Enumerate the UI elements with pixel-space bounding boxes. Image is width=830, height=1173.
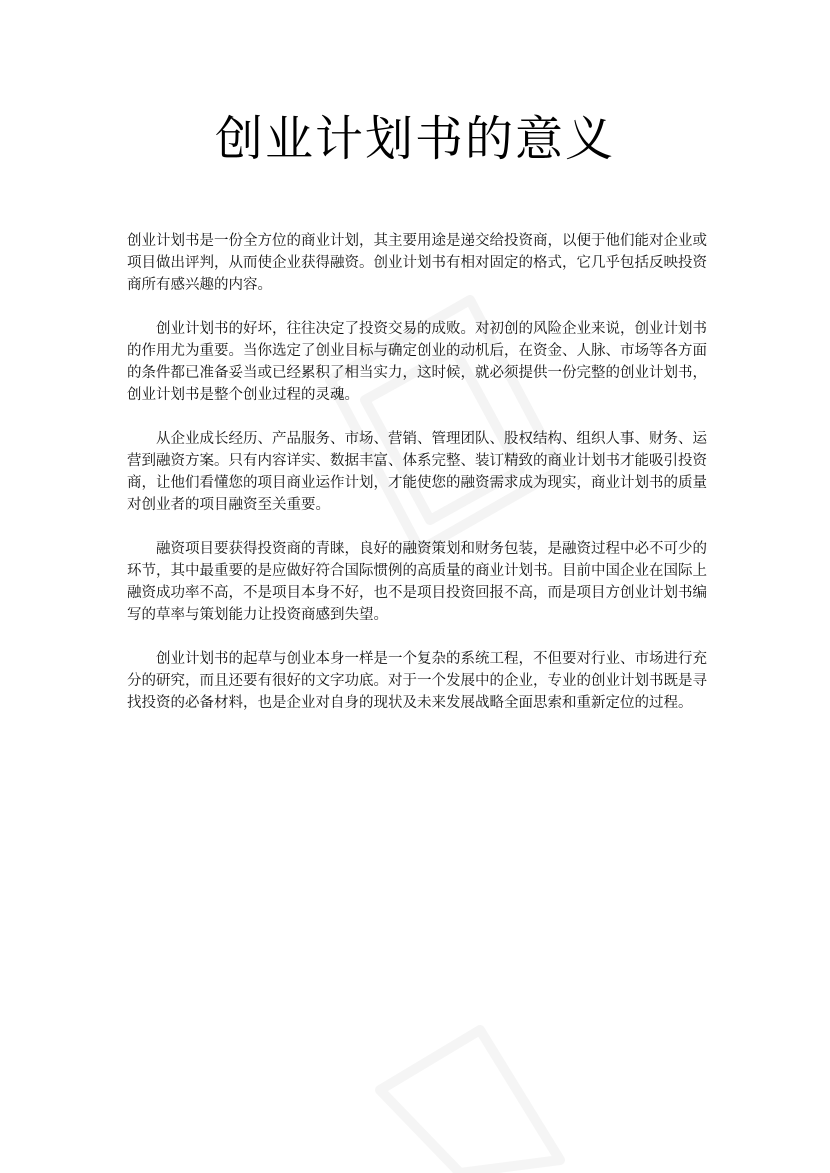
paragraph-2: 创业计划书的好坏，往往决定了投资交易的成败。对初创的风险企业来说，创业计划书的作用尤为重要。当你选定了创业目标与确定创业的动机后，在资金、人脉、市场等各方面的条件都已准备妥当或已经累积了相当实力，这时候，就必须提供一份完整的创业计划书，创业计划书是整个创业过程的灵魂。 (127, 321, 707, 403)
document-body (127, 230, 707, 736)
paragraph-4: 融资项目要获得投资商的青睐，良好的融资策划和财务包装，是融资过程中必不可少的环节，其中最重要的是应做好符合国际惯例的高质量的商业计划书。目前中国企业在国际上融资成功率不高，不是项目本身不好，也不是项目投资回报不高，而是项目方创业计划书编写的草率与策划能力让投资商感到失望。 (127, 541, 707, 623)
watermark-shape-lower (380, 1030, 560, 1173)
paragraph-3: 从企业成长经历、产品服务、市场、营销、管理团队、股权结构、组织人事、财务、运营到融资方案。只有内容详实、数据丰富、体系完整、装订精致的商业计划书才能吸引投资商，让他们看懂您的项目商业运作计划，才能使您的融资需求成为现实，商业计划书的质量对创业者的项目融资至关重要。 (127, 431, 707, 513)
paragraph-1: 创业计划书是一份全方位的商业计划，其主要用途是递交给投资商，以便于他们能对企业或项目做出评判，从而使企业获得融资。创业计划书有相对固定的格式，它几乎包括反映投资商所有感兴趣的内容。 (127, 233, 707, 293)
page-title: 创业计划书的意义 (214, 111, 615, 167)
paragraph-5: 创业计划书的起草与创业本身一样是一个复杂的系统工程，不但要对行业、市场进行充分的研究，而且还要有很好的文字功底。对于一个发展中的企业，专业的创业计划书既是寻找投资的必备材料，也是企业对自身的现状及未来发展战略全面思索和重新定位的过程。 (127, 651, 707, 711)
